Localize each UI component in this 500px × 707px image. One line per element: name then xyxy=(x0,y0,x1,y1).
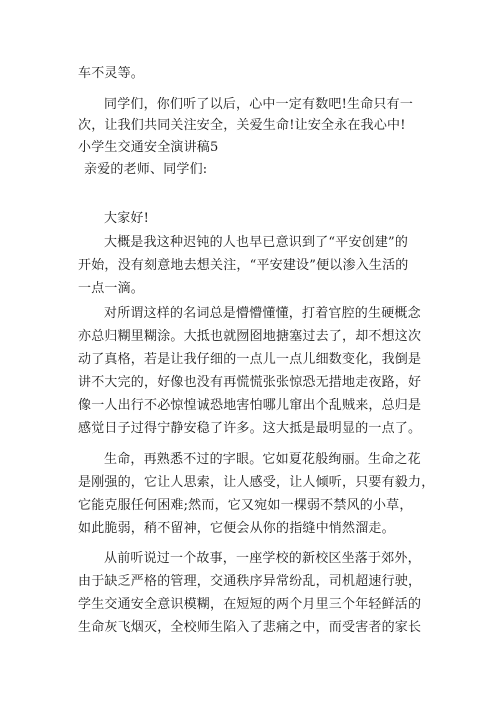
text-line: 对所谓这样的名词总是懵懵懂懂，打着官腔的生硬概念 xyxy=(104,306,421,321)
text-line: 一点一滴。 xyxy=(78,281,145,296)
text-line: 感觉日子过得宁静安稳了许多。这大抵是最明显的一点了。 xyxy=(78,421,422,436)
text-line: 动了真格，若是让我仔细的一点儿一点儿细数变化，我倒是 xyxy=(78,352,422,367)
text-line: 从前听说过一个故事，一座学校的新校区坐落于郊外， xyxy=(104,551,421,566)
text-line: 亦总归糊里糊涂。大抵也就囫囵地搪塞过去了，却不想这次 xyxy=(78,329,422,344)
text-line: 大概是我这种迟钝的人也早已意识到了“平安创建”的 xyxy=(104,235,409,250)
text-line: 次，让我们共同关注安全，关爱生命!让安全永在我心中! xyxy=(78,118,406,133)
greeting: 大家好! xyxy=(104,211,150,226)
text-line: 学生交通安全意识模糊，在短短的两个月里三个年轻鲜活的 xyxy=(78,597,422,612)
text-line: 车不灵等。 xyxy=(78,66,145,81)
text-line: 如此脆弱，稍不留神，它便会从你的指缝中悄然溜走。 xyxy=(78,521,395,536)
text-line: 是刚强的，它让人思索，让人感受，让人倾听，只要有毅力， xyxy=(78,475,435,490)
text-line: 开始，没有刻意地去想关注，“平安建设”便以渗入生活的 xyxy=(78,258,409,273)
section-heading: 小学生交通安全演讲稿5 xyxy=(78,140,219,155)
text-line: 生命灰飞烟灭，全校师生陷入了悲痛之中，而受害者的家长 xyxy=(78,620,422,635)
text-line: 它能克服任何困难;然而，它又宛如一棵弱不禁风的小草， xyxy=(78,498,413,513)
salutation: 亲爱的老师、同学们: xyxy=(84,162,208,177)
text-line: 由于缺乏严格的管理，交通秩序异常纷乱，司机超速行驶， xyxy=(78,574,422,589)
text-line: 像一人出行不必惊惶诚恐地害怕哪儿窜出个乱贼来，总归是 xyxy=(78,398,422,413)
text-line: 生命，再熟悉不过的字眼。它如夏花般绚丽。生命之花 xyxy=(104,452,421,467)
text-line: 讲不大完的，好像也没有再慌慌张张惊恐无措地走夜路，好 xyxy=(78,375,422,390)
text-line: 同学们，你们听了以后，心中一定有数吧!生命只有一 xyxy=(104,97,414,112)
